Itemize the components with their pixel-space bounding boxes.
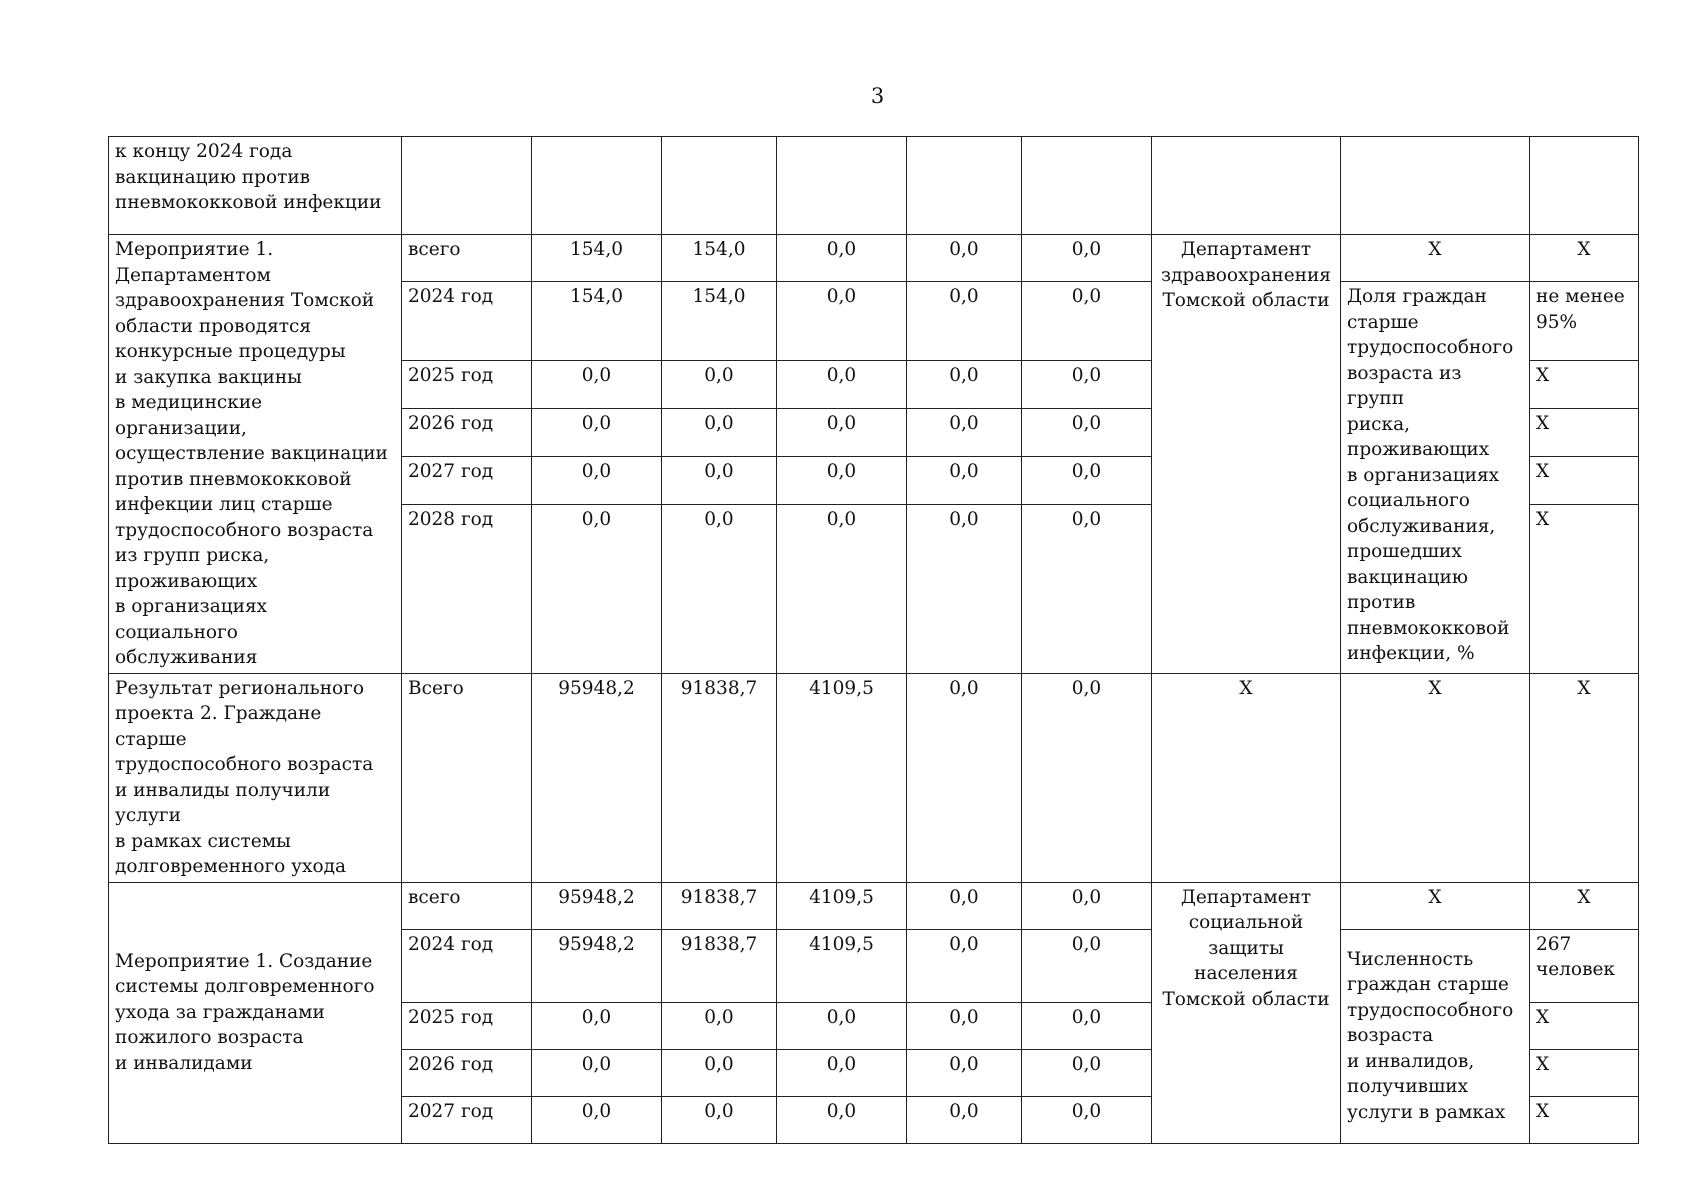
value-cell: 4109,5 bbox=[777, 673, 907, 882]
target-value-cell: X bbox=[1530, 1096, 1639, 1143]
value-cell: 0,0 bbox=[532, 360, 662, 408]
value-cell: 154,0 bbox=[532, 282, 662, 361]
value-cell: 95948,2 bbox=[532, 673, 662, 882]
year-cell: 2028 год bbox=[402, 505, 532, 673]
target-value-cell: X bbox=[1530, 882, 1639, 929]
year-cell: 2025 год bbox=[402, 360, 532, 408]
table-row bbox=[109, 673, 1639, 882]
value-cell: 0,0 bbox=[907, 1096, 1022, 1143]
value-cell: 0,0 bbox=[532, 457, 662, 505]
value-cell: 0,0 bbox=[777, 235, 907, 282]
empty-cell bbox=[1152, 137, 1341, 235]
year-cell: 2024 год bbox=[402, 282, 532, 361]
row-label: к концу 2024 года вакцинацию против пневмококковой инфекции bbox=[109, 137, 402, 235]
value-cell: 0,0 bbox=[662, 1096, 777, 1143]
event1-label: Мероприятие 1. Департаментом здравоохранения Томской области проводятся конкурсные процедуры и закупка вакцины в медицинские организации, осуществление вакцинации против пневмококковой инфекции лиц старше трудоспособного возраста из групп риска, проживающих в организациях социального обслуживания bbox=[109, 235, 402, 674]
value-cell: 0,0 bbox=[662, 360, 777, 408]
value-cell: 0,0 bbox=[1022, 409, 1152, 457]
table-row bbox=[109, 235, 1639, 282]
event1-department: Департамент здравоохранения Томской области bbox=[1152, 235, 1341, 674]
target-value-cell: X bbox=[1530, 457, 1639, 505]
value-cell: 0,0 bbox=[1022, 282, 1152, 361]
value-cell: 0,0 bbox=[907, 409, 1022, 457]
empty-cell bbox=[662, 137, 777, 235]
value-cell: 95948,2 bbox=[532, 882, 662, 929]
value-cell: 0,0 bbox=[907, 282, 1022, 361]
year-cell: всего bbox=[402, 235, 532, 282]
value-cell: 95948,2 bbox=[532, 929, 662, 1002]
value-cell: 0,0 bbox=[662, 1002, 777, 1049]
value-cell: 0,0 bbox=[907, 360, 1022, 408]
value-cell: 0,0 bbox=[777, 1096, 907, 1143]
target-value-cell: X bbox=[1530, 673, 1639, 882]
value-cell: 0,0 bbox=[777, 457, 907, 505]
value-cell: 4109,5 bbox=[777, 929, 907, 1002]
event2-label: Мероприятие 1. Создание системы долговременного ухода за гражданами пожилого возраста и инвалидами bbox=[109, 882, 402, 1143]
table-row bbox=[109, 882, 1639, 929]
year-cell: 2027 год bbox=[402, 457, 532, 505]
year-cell: 2026 год bbox=[402, 409, 532, 457]
indicator-cell: X bbox=[1341, 235, 1530, 282]
year-cell: 2025 год bbox=[402, 1002, 532, 1049]
value-cell: 0,0 bbox=[1022, 882, 1152, 929]
value-cell: 0,0 bbox=[907, 505, 1022, 673]
value-cell: 0,0 bbox=[777, 360, 907, 408]
target-value-cell: X bbox=[1530, 409, 1639, 457]
value-cell: 91838,7 bbox=[662, 673, 777, 882]
value-cell: 0,0 bbox=[1022, 673, 1152, 882]
empty-cell bbox=[1530, 137, 1639, 235]
target-value-cell: X bbox=[1530, 235, 1639, 282]
empty-cell bbox=[777, 137, 907, 235]
target-value-cell: X bbox=[1530, 1002, 1639, 1049]
target-value-cell: 267 человек bbox=[1530, 929, 1639, 1002]
value-cell: 91838,7 bbox=[662, 882, 777, 929]
event2-indicator: Численность граждан старше трудоспособного возраста и инвалидов, получивших услуги в рамках bbox=[1341, 929, 1530, 1143]
table-row bbox=[109, 137, 1639, 235]
value-cell: 0,0 bbox=[1022, 929, 1152, 1002]
value-cell: 0,0 bbox=[532, 409, 662, 457]
value-cell: 0,0 bbox=[1022, 505, 1152, 673]
department-cell: X bbox=[1152, 673, 1341, 882]
value-cell: 154,0 bbox=[532, 235, 662, 282]
value-cell: 0,0 bbox=[1022, 1049, 1152, 1096]
value-cell: 0,0 bbox=[532, 505, 662, 673]
event1-indicator: Доля граждан старше трудоспособного возраста из групп риска, проживающих в организациях социального обслуживания, прошедших вакцинацию против пневмококковой инфекции, % bbox=[1341, 282, 1530, 674]
value-cell: 0,0 bbox=[907, 882, 1022, 929]
year-cell: 2027 год bbox=[402, 1096, 532, 1143]
value-cell: 0,0 bbox=[907, 457, 1022, 505]
year-cell: всего bbox=[402, 882, 532, 929]
empty-cell bbox=[532, 137, 662, 235]
value-cell: 4109,5 bbox=[777, 882, 907, 929]
page-number: 3 bbox=[870, 84, 885, 108]
year-cell: Всего bbox=[402, 673, 532, 882]
value-cell: 0,0 bbox=[777, 409, 907, 457]
value-cell: 0,0 bbox=[907, 1049, 1022, 1096]
value-cell: 0,0 bbox=[907, 929, 1022, 1002]
year-cell: 2024 год bbox=[402, 929, 532, 1002]
year-cell: 2026 год bbox=[402, 1049, 532, 1096]
result2-label: Результат регионального проекта 2. Граждане старше трудоспособного возраста и инвалиды получили услуги в рамках системы долговременного ухода bbox=[109, 673, 402, 882]
target-value-cell: X bbox=[1530, 360, 1639, 408]
value-cell: 0,0 bbox=[1022, 360, 1152, 408]
empty-cell bbox=[1341, 137, 1530, 235]
value-cell: 0,0 bbox=[777, 505, 907, 673]
value-cell: 0,0 bbox=[1022, 1096, 1152, 1143]
target-value-cell: не менее 95% bbox=[1530, 282, 1639, 361]
indicator-cell: X bbox=[1341, 882, 1530, 929]
value-cell: 0,0 bbox=[662, 1049, 777, 1096]
empty-cell bbox=[1022, 137, 1152, 235]
value-cell: 0,0 bbox=[907, 673, 1022, 882]
value-cell: 0,0 bbox=[907, 235, 1022, 282]
event2-department: Департамент социальной защиты населения Томской области bbox=[1152, 882, 1341, 1143]
value-cell: 0,0 bbox=[777, 1049, 907, 1096]
indicator-cell: X bbox=[1341, 673, 1530, 882]
value-cell: 0,0 bbox=[777, 282, 907, 361]
value-cell: 0,0 bbox=[662, 457, 777, 505]
value-cell: 0,0 bbox=[532, 1002, 662, 1049]
value-cell: 0,0 bbox=[662, 505, 777, 673]
value-cell: 0,0 bbox=[532, 1049, 662, 1096]
value-cell: 154,0 bbox=[662, 235, 777, 282]
value-cell: 0,0 bbox=[1022, 235, 1152, 282]
value-cell: 0,0 bbox=[662, 409, 777, 457]
target-value-cell: X bbox=[1530, 505, 1639, 673]
value-cell: 0,0 bbox=[1022, 457, 1152, 505]
value-cell: 0,0 bbox=[907, 1002, 1022, 1049]
value-cell: 91838,7 bbox=[662, 929, 777, 1002]
value-cell: 0,0 bbox=[532, 1096, 662, 1143]
empty-cell bbox=[402, 137, 532, 235]
budget-table bbox=[108, 136, 1639, 1144]
value-cell: 154,0 bbox=[662, 282, 777, 361]
empty-cell bbox=[907, 137, 1022, 235]
value-cell: 0,0 bbox=[1022, 1002, 1152, 1049]
value-cell: 0,0 bbox=[777, 1002, 907, 1049]
target-value-cell: X bbox=[1530, 1049, 1639, 1096]
